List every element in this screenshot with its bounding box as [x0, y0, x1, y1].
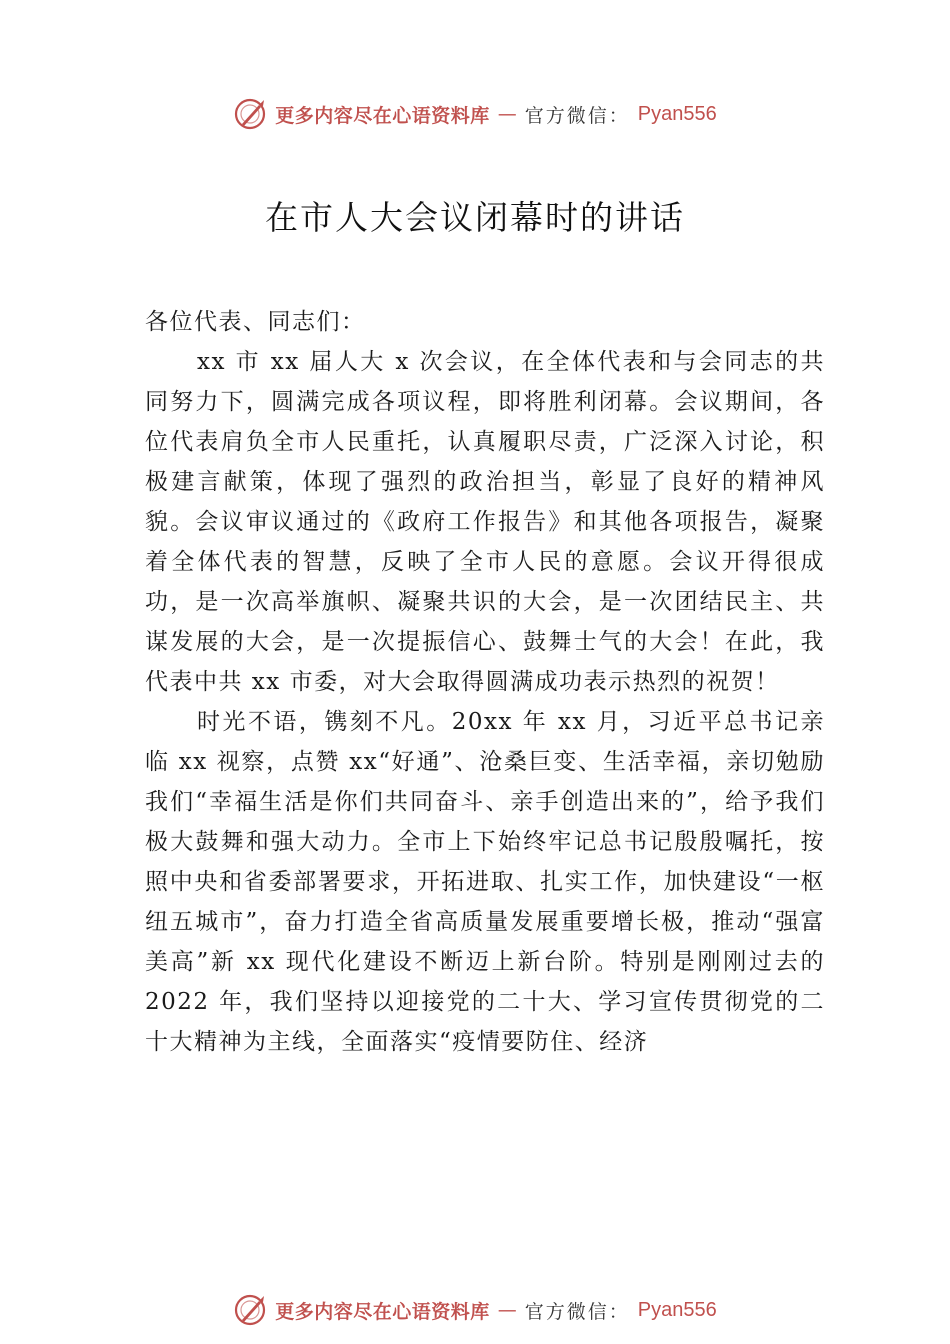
- watermark-label: 官方微信：: [524, 1300, 630, 1323]
- watermark-separator: —: [497, 103, 517, 125]
- watermark-label: 官方微信：: [524, 104, 630, 127]
- footer-watermark: [0, 1290, 950, 1330]
- watermark-wechat-id: Pyan556: [637, 1298, 717, 1321]
- document-body: [145, 302, 825, 1062]
- document-title: 在市人大会议闭幕时的讲话: [265, 198, 685, 237]
- watermark-site-text: 更多内容尽在心语资料库: [275, 104, 490, 127]
- watermark-separator: —: [497, 1299, 517, 1321]
- quill-logo-icon: [233, 1293, 267, 1327]
- paragraph: xx 市 xx 届人大 x 次会议，在全体代表和与会同志的共同努力下，圆满完成各项议程，即将胜利闭幕。会议期间，各位代表肩负全市人民重托，认真履职尽责，广泛深入讨论，积极建言献策，体现了强烈的政治担当，彰显了良好的精神风貌。会议审议通过的《政府工作报告》和其他各项报告，凝聚着全体代表的智慧，反映了全市人民的意愿。会议开得很成功，是一次高举旗帜、凝聚共识的大会，是一次团结民主、共谋发展的大会，是一次提振信心、鼓舞士气的大会！在此，我代表中共 xx 市委，对大会取得圆满成功表示热烈的祝贺！: [145, 349, 825, 695]
- salutation: 各位代表、同志们：: [145, 309, 366, 335]
- paragraph: 时光不语，镌刻不凡。20xx 年 xx 月，习近平总书记亲临 xx 视察，点赞 xx“好通”、沧桑巨变、生活幸福，亲切勉励我们“幸福生活是你们共同奋斗、亲手创造出来的”，给予我们极大鼓舞和强大动力。全市上下始终牢记总书记殷殷嘱托，按照中央和省委部署要求，开拓进取、扎实工作，加快建设“一枢纽五城市”，奋力打造全省高质量发展重要增长极，推动“强富美高”新 xx 现代化建设不断迈上新台阶。特别是刚刚过去的 2022 年，我们坚持以迎接党的二十大、学习宣传贯彻党的二十大精神为主线，全面落实“疫情要防住、经济: [145, 709, 825, 1055]
- watermark-wechat-id: Pyan556: [637, 102, 717, 125]
- quill-logo-icon: [233, 97, 267, 131]
- watermark-site-text: 更多内容尽在心语资料库: [275, 1300, 490, 1323]
- header-watermark: [0, 94, 950, 134]
